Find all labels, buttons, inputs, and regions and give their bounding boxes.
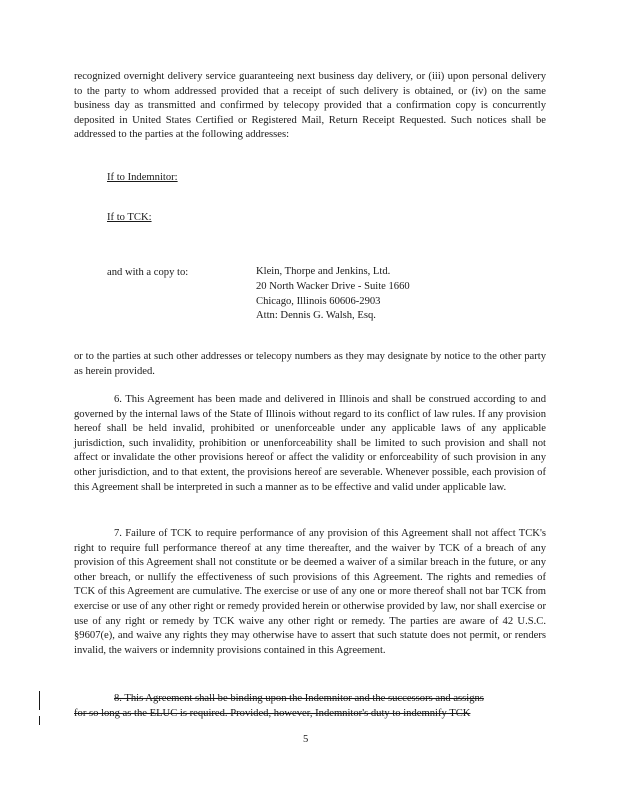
- section-8-struck-line-1: 8. This Agreement shall be binding upon the Indemnitor and the successors and assigns: [114, 693, 484, 704]
- address-line-3: Chicago, Illinois 60606-2903: [256, 295, 381, 307]
- intro-paragraph: recognized overnight delivery service guaranteeing next business day delivery, or (iii) upon personal delivery to the party to whom addressed provided that a receipt of such delivery is obtained, or (iv) on the same business day as transmitted and confirmed by telecopy provided that a confirmation copy is concurrently deposited in United States Certified or Registered Mail, Return Receipt Requested. Such notices shall be addressed to the parties at the following addresses:: [74, 71, 546, 141]
- section-8-struck-line-2: for so long as the ELUC is required. Provided, however, Indemnitor's duty to indemnify TCK: [74, 708, 471, 719]
- change-bar-bottom: [39, 716, 40, 725]
- address-line-2: 20 North Wacker Drive - Suite 1660: [256, 280, 410, 292]
- address-line-1: Klein, Thorpe and Jenkins, Ltd.: [256, 266, 391, 277]
- section-7-paragraph: 7. Failure of TCK to require performance of any provision of this Agreement shall not affect TCK's right to require full performance thereof at any time thereafter, and the waiver by TCK of a breach of any provision of this Agreement shall not constitute or be deemed a waiver of a similar breach in the future, or any other breach, or nullify the effectiveness of such provisions of this Agreement. The rights and remedies of TCK of this Agreement are cumulative. The exercise or use of any one or more thereof shall not bar TCK from exercise or use of any other right or remedy provided herein or otherwise provided by law, nor shall exercise or use of any right or remedy by TCK waive any other right or remedy. The parties are aware of 42 U.S.C. §9607(e), and waive any rights they may otherwise have to assert that such statute does not permit, or renders invalid, the waivers or indemnity provisions contained in this Agreement.: [74, 528, 546, 656]
- copy-to-label: and with a copy to:: [107, 267, 189, 278]
- if-to-indemnitor-label: If to Indemnitor:: [107, 172, 178, 183]
- copy-address-block: [256, 265, 410, 324]
- if-to-tck-label: If to TCK:: [107, 212, 152, 223]
- page-number: 5: [303, 734, 309, 745]
- change-bar-top: [39, 691, 40, 710]
- address-line-4: Attn: Dennis G. Walsh, Esq.: [256, 310, 376, 322]
- other-addresses-paragraph: or to the parties at such other addresses or telecopy numbers as they may designate by notice to the other party as herein provided.: [74, 351, 546, 377]
- section-6-paragraph: 6. This Agreement has been made and delivered in Illinois and shall be construed according to and governed by the internal laws of the State of Illinois without regard to its conflict of law rules. If any provision hereof shall be held invalid, prohibited or unenforceable under any applicable laws of any applicable jurisdiction, such invalidity, prohibition or unenforceability shall be limited to such provision and shall not affect or invalidate the other provisions hereof or affect the validity or enforceability of such provision in any other jurisdiction, and to that extent, the provisions hereof are severable. Whenever possible, each provision of this Agreement shall be interpreted in such a manner as to be effective and valid under applicable law.: [74, 394, 546, 493]
